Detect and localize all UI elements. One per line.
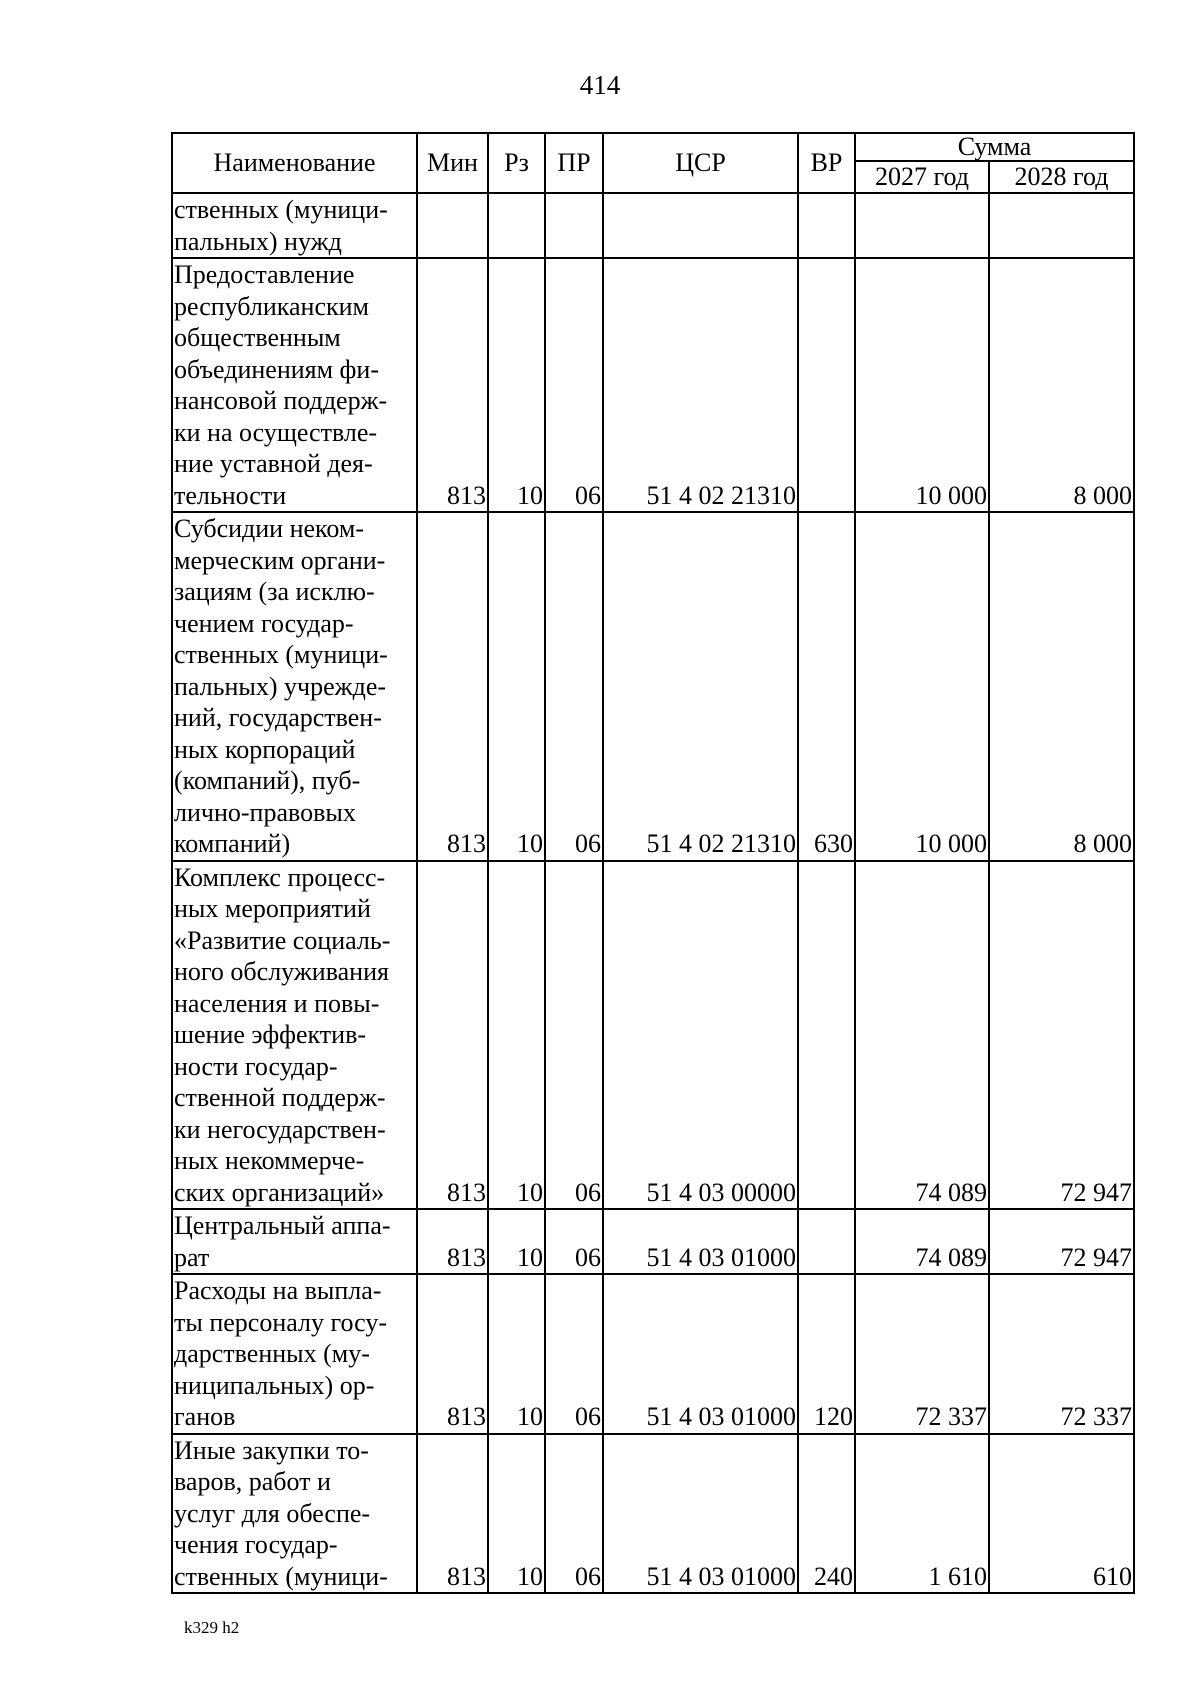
cell-sum-2028: 72 947 [989,1209,1134,1274]
cell-pr [545,193,603,258]
cell-rz: 10 [488,1434,545,1594]
cell-pr: 06 [545,1209,603,1274]
cell-csr: 51 4 02 21310 [603,258,798,512]
cell-name: Расходы на выпла- ты персоналу госу- дарственных (му- ниципальных) ор- ганов [172,1274,417,1434]
col-header-min: Мин [417,133,488,193]
cell-sum-2028 [989,193,1134,258]
footer-code: k329 h2 [184,1618,240,1637]
cell-vr [798,861,855,1210]
cell-min [417,193,488,258]
table-body [172,193,1134,1593]
cell-rz: 10 [488,258,545,512]
cell-sum-2027 [855,193,989,258]
col-header-2028: 2028 год [989,161,1134,193]
table-row [172,861,1134,1210]
table-row [172,258,1134,512]
cell-name: ственных (муници- пальных) нужд [172,193,417,258]
budget-table [171,132,1135,1594]
cell-sum-2027: 1 610 [855,1434,989,1594]
cell-sum-2028: 72 947 [989,861,1134,1210]
cell-rz: 10 [488,1274,545,1434]
col-header-rz: Рз [488,133,545,193]
table-row [172,1274,1134,1434]
cell-rz: 10 [488,1209,545,1274]
col-header-pr: ПР [545,133,603,193]
col-header-vr: ВР [798,133,855,193]
cell-sum-2027: 74 089 [855,1209,989,1274]
cell-min: 813 [417,861,488,1210]
cell-name: Иные закупки то- варов, работ и услуг для обеспе- чения государ- ственных (муници- [172,1434,417,1594]
cell-vr [798,1209,855,1274]
cell-csr: 51 4 03 01000 [603,1274,798,1434]
page-number: 414 [579,70,621,100]
col-header-name: Наименование [172,133,417,193]
col-header-2027: 2027 год [855,161,989,193]
table-row [172,193,1134,258]
cell-pr: 06 [545,1274,603,1434]
cell-min: 813 [417,1434,488,1594]
cell-sum-2027: 72 337 [855,1274,989,1434]
cell-pr: 06 [545,258,603,512]
cell-csr: 51 4 02 21310 [603,512,798,861]
cell-pr: 06 [545,861,603,1210]
cell-csr: 51 4 03 01000 [603,1209,798,1274]
cell-sum-2028: 8 000 [989,512,1134,861]
cell-name: Субсидии неком- мерческим органи- зациям (за исклю- чением государ- ственных (муници- пальных) учрежде- ний, государствен- ных корпораций (компаний), пуб- лично-правовых компаний) [172,512,417,861]
cell-min: 813 [417,1274,488,1434]
cell-min: 813 [417,512,488,861]
cell-rz [488,193,545,258]
header-row [172,133,1134,161]
cell-csr [603,193,798,258]
cell-sum-2028: 8 000 [989,258,1134,512]
table-row [172,1209,1134,1274]
col-header-csr: ЦСР [603,133,798,193]
cell-vr: 240 [798,1434,855,1594]
cell-vr: 630 [798,512,855,861]
cell-sum-2027: 10 000 [855,512,989,861]
cell-sum-2028: 610 [989,1434,1134,1594]
cell-sum-2027: 74 089 [855,861,989,1210]
cell-pr: 06 [545,1434,603,1594]
cell-min: 813 [417,258,488,512]
cell-name: Комплекс процесс- ных мероприятий «Развитие социаль- ного обслуживания населения и повы- шение эффектив- ности государ- ственной поддерж- ки негосударствен- ных некоммерче- ских организаций» [172,861,417,1210]
table-row [172,1434,1134,1594]
cell-rz: 10 [488,861,545,1210]
cell-vr [798,193,855,258]
cell-sum-2028: 72 337 [989,1274,1134,1434]
cell-vr: 120 [798,1274,855,1434]
cell-pr: 06 [545,512,603,861]
cell-csr: 51 4 03 00000 [603,861,798,1210]
table-row [172,512,1134,861]
cell-vr [798,258,855,512]
cell-rz: 10 [488,512,545,861]
cell-name: Предоставление республиканским общественным объединениям фи- нансовой поддерж- ки на осуществле- ние уставной дея- тельности [172,258,417,512]
cell-sum-2027: 10 000 [855,258,989,512]
cell-name: Центральный аппа- рат [172,1209,417,1274]
cell-min: 813 [417,1209,488,1274]
col-header-sum: Сумма [855,133,1134,161]
cell-csr: 51 4 03 01000 [603,1434,798,1594]
